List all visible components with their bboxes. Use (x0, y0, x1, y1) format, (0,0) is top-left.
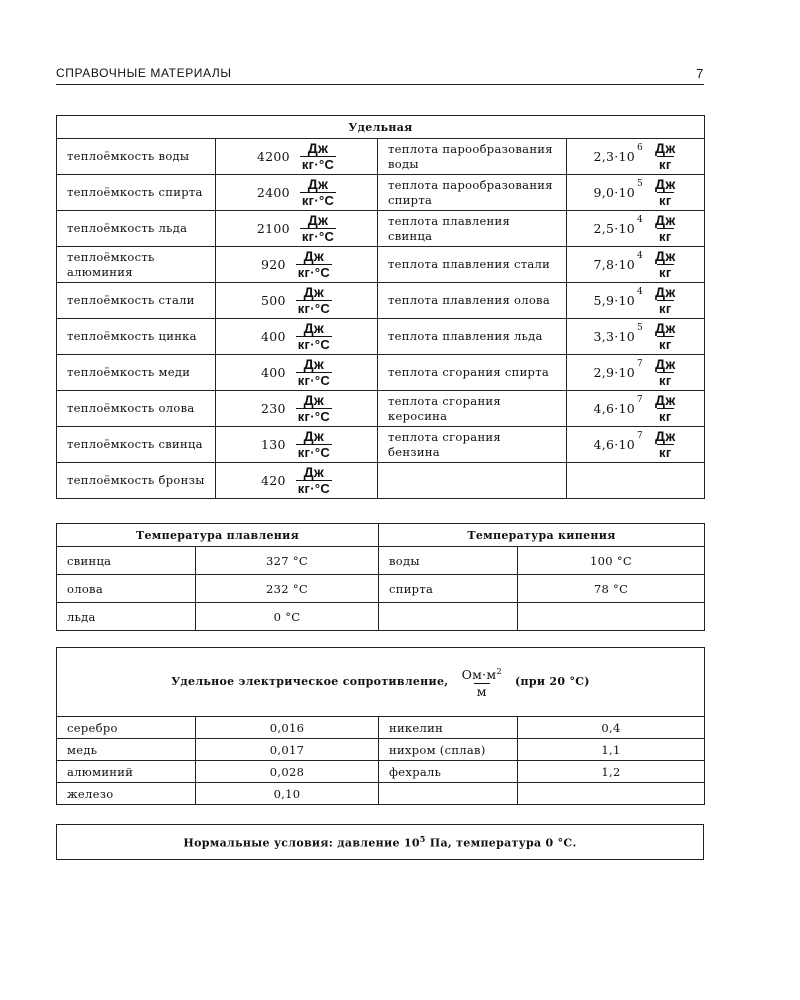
melting-substance: льда (57, 603, 196, 631)
left-label: теплоёмкость меди (57, 355, 216, 391)
resistivity-value: 0,4 (518, 717, 705, 739)
normal-conditions-tail: Па, температура 0 °С. (425, 836, 577, 850)
unit-top: Дж (307, 176, 329, 192)
heat-capacity-number: 230 (260, 401, 286, 416)
latent-heat-mantissa: 4,6·10 (593, 401, 636, 417)
right-value-cell (567, 463, 705, 499)
melting-title: Температура плавления (57, 524, 379, 547)
material-name: никелин (379, 717, 518, 739)
left-value (261, 249, 332, 280)
melting-value: 0 °С (196, 603, 379, 631)
left-value-cell (216, 355, 378, 391)
unit-top: Дж (307, 212, 329, 228)
temperature-row (57, 603, 705, 631)
unit-bottom: кг·°С (301, 229, 335, 244)
latent-heat-exponent: 7 (637, 394, 644, 405)
unit-fraction (296, 465, 332, 496)
heat-capacity-number: 500 (260, 293, 286, 308)
unit-fraction (296, 393, 332, 424)
specific-row (57, 139, 705, 175)
resistivity-row (57, 783, 705, 805)
specific-row (57, 391, 705, 427)
left-value-cell (216, 211, 378, 247)
left-value-cell (216, 139, 378, 175)
unit-fraction (653, 213, 678, 244)
unit-top: Дж (303, 320, 325, 336)
specific-row (57, 355, 705, 391)
latent-heat-exponent: 7 (637, 358, 644, 369)
unit-top: Дж (303, 248, 325, 264)
right-label: теплота сгорания спирта (378, 355, 567, 391)
latent-heat-mantissa: 7,8·10 (593, 257, 636, 273)
latent-heat-exponent: 4 (637, 286, 644, 297)
resistivity-value: 0,028 (196, 761, 379, 783)
material-name: фехраль (379, 761, 518, 783)
specific-row (57, 211, 705, 247)
latent-heat-number (593, 250, 644, 273)
unit-top: Дж (655, 428, 676, 444)
left-value (257, 213, 336, 244)
material-name: серебро (57, 717, 196, 739)
latent-heat-mantissa: 4,6·10 (593, 437, 636, 453)
right-label: теплота плавления стали (378, 247, 567, 283)
latent-heat-exponent: 4 (637, 250, 644, 261)
right-value (593, 357, 677, 388)
latent-heat-mantissa: 2,5·10 (593, 221, 636, 237)
heat-capacity-number: 2400 (256, 185, 290, 200)
right-value (593, 285, 677, 316)
left-value (261, 321, 332, 352)
unit-fraction (300, 141, 336, 172)
unit-bottom: кг·°С (297, 301, 331, 316)
unit-bottom: кг·°С (297, 409, 331, 424)
unit-bottom: кг (659, 373, 672, 388)
resistivity-value: 1,1 (518, 739, 705, 761)
right-value-cell (567, 247, 705, 283)
latent-heat-exponent: 5 (637, 322, 644, 333)
unit-fraction (653, 321, 678, 352)
unit-fraction (300, 177, 336, 208)
resistivity-condition: (при 20 °С) (514, 675, 590, 688)
normal-conditions-table (56, 824, 704, 860)
right-label: теплота сгорания бензина (378, 427, 567, 463)
resistivity-row (57, 739, 705, 761)
left-label: теплоёмкость воды (57, 139, 216, 175)
latent-heat-exponent: 5 (637, 178, 644, 189)
right-label: теплота плавления свинца (378, 211, 567, 247)
left-value-cell (216, 391, 378, 427)
unit-bottom: кг (659, 337, 672, 352)
left-value-cell (216, 283, 378, 319)
melting-value: 232 °С (196, 575, 379, 603)
page-header (56, 64, 704, 85)
boiling-substance (379, 603, 518, 631)
unit-fraction (653, 357, 678, 388)
unit-fraction (653, 285, 678, 316)
unit-top: Дж (307, 140, 329, 156)
unit-top: Дж (655, 248, 676, 264)
right-value-cell (567, 391, 705, 427)
specific-table-title: Удельная (57, 116, 705, 139)
left-value-cell (216, 175, 378, 211)
resistivity-title-text: Удельное электрическое сопротивление, (171, 675, 449, 688)
normal-conditions (57, 825, 704, 860)
specific-row (57, 247, 705, 283)
heat-capacity-number: 420 (260, 473, 286, 488)
boiling-substance: воды (379, 547, 518, 575)
specific-row (57, 319, 705, 355)
unit-bottom: кг (659, 229, 672, 244)
unit-fraction (653, 141, 678, 172)
unit-fraction (653, 177, 678, 208)
resistivity-unit-bottom: м (474, 683, 490, 700)
material-name: медь (57, 739, 196, 761)
left-value-cell (216, 247, 378, 283)
left-value (261, 393, 332, 424)
right-value-cell (567, 211, 705, 247)
temperature-table (56, 523, 705, 631)
latent-heat-mantissa: 5,9·10 (593, 293, 636, 309)
material-name: нихром (сплав) (379, 739, 518, 761)
material-name: железо (57, 783, 196, 805)
boiling-value: 100 °С (518, 547, 705, 575)
resistivity-value: 0,017 (196, 739, 379, 761)
heat-capacity-number: 130 (260, 437, 286, 452)
unit-top: Дж (655, 176, 676, 192)
right-label (378, 463, 567, 499)
material-name: алюминий (57, 761, 196, 783)
resistivity-table (56, 647, 705, 805)
resistivity-row (57, 717, 705, 739)
resistivity-unit (459, 664, 505, 700)
resistivity-value: 0,016 (196, 717, 379, 739)
heat-capacity-number: 920 (260, 257, 286, 272)
right-value-cell (567, 355, 705, 391)
unit-top: Дж (303, 464, 325, 480)
left-value (261, 285, 332, 316)
left-value (257, 177, 336, 208)
right-label: теплота парообразования спирта (378, 175, 567, 211)
left-value (261, 357, 332, 388)
temperature-row (57, 547, 705, 575)
unit-fraction (653, 429, 678, 460)
right-value (593, 177, 677, 208)
specific-row (57, 463, 705, 499)
right-value-cell (567, 283, 705, 319)
right-value (593, 321, 677, 352)
left-label: теплоёмкость цинка (57, 319, 216, 355)
material-name (379, 783, 518, 805)
latent-heat-number (593, 178, 644, 201)
left-label: теплоёмкость бронзы (57, 463, 216, 499)
unit-bottom: кг·°С (297, 445, 331, 460)
unit-top: Дж (655, 140, 676, 156)
latent-heat-mantissa: 3,3·10 (593, 329, 636, 345)
normal-conditions-exp: 5 (419, 834, 426, 845)
boiling-substance: спирта (379, 575, 518, 603)
resistivity-title (57, 648, 705, 717)
right-value (593, 249, 677, 280)
specific-values-table (56, 115, 705, 499)
resistivity-unit-top: Ом·м (461, 667, 497, 683)
unit-bottom: кг (659, 265, 672, 280)
right-label: теплота плавления льда (378, 319, 567, 355)
latent-heat-exponent: 7 (637, 430, 644, 441)
resistivity-value: 0,10 (196, 783, 379, 805)
unit-bottom: кг·°С (297, 265, 331, 280)
normal-conditions-text: Нормальные условия: давление 10 (183, 836, 420, 850)
melting-substance: свинца (57, 547, 196, 575)
unit-top: Дж (655, 356, 676, 372)
right-value (593, 429, 677, 460)
left-value-cell (216, 427, 378, 463)
latent-heat-number (593, 430, 644, 453)
latent-heat-mantissa: 2,3·10 (593, 149, 636, 165)
right-label: теплота парообразования воды (378, 139, 567, 175)
specific-row (57, 427, 705, 463)
unit-fraction (296, 285, 332, 316)
latent-heat-number (593, 358, 644, 381)
melting-substance: олова (57, 575, 196, 603)
unit-bottom: кг (659, 157, 672, 172)
latent-heat-exponent: 6 (637, 142, 644, 153)
resistivity-value: 1,2 (518, 761, 705, 783)
unit-bottom: кг·°С (297, 337, 331, 352)
boiling-value (518, 603, 705, 631)
unit-top: Дж (655, 212, 676, 228)
temperature-row (57, 575, 705, 603)
resistivity-row (57, 761, 705, 783)
latent-heat-mantissa: 9,0·10 (593, 185, 636, 201)
left-label: теплоёмкость стали (57, 283, 216, 319)
resistivity-unit-exp: 2 (496, 666, 502, 676)
unit-bottom: кг (659, 193, 672, 208)
unit-fraction (296, 429, 332, 460)
left-value (261, 429, 332, 460)
left-value (257, 141, 336, 172)
latent-heat-number (593, 394, 644, 417)
unit-bottom: кг·°С (301, 193, 335, 208)
latent-heat-number (593, 286, 644, 309)
unit-top: Дж (303, 284, 325, 300)
melting-value: 327 °С (196, 547, 379, 575)
left-value-cell (216, 463, 378, 499)
unit-top: Дж (303, 356, 325, 372)
unit-top: Дж (655, 320, 676, 336)
heat-capacity-number: 2100 (256, 221, 290, 236)
unit-bottom: кг (659, 301, 672, 316)
left-label: теплоёмкость олова (57, 391, 216, 427)
unit-top: Дж (655, 392, 676, 408)
heat-capacity-number: 4200 (256, 149, 290, 164)
latent-heat-exponent: 4 (637, 214, 644, 225)
right-value-cell (567, 427, 705, 463)
unit-fraction (300, 213, 336, 244)
right-value (593, 141, 677, 172)
specific-row (57, 283, 705, 319)
unit-bottom: кг·°С (297, 481, 331, 496)
latent-heat-number (593, 214, 644, 237)
unit-bottom: кг·°С (301, 157, 335, 172)
boiling-value: 78 °С (518, 575, 705, 603)
right-label: теплота сгорания керосина (378, 391, 567, 427)
unit-top: Дж (303, 428, 325, 444)
unit-fraction (296, 357, 332, 388)
left-label: теплоёмкость свинца (57, 427, 216, 463)
unit-bottom: кг·°С (297, 373, 331, 388)
unit-fraction (653, 393, 678, 424)
right-value-cell (567, 139, 705, 175)
unit-fraction (653, 249, 678, 280)
page-number: 7 (696, 66, 704, 81)
left-label: теплоёмкость спирта (57, 175, 216, 211)
unit-top: Дж (303, 392, 325, 408)
left-label: теплоёмкость льда (57, 211, 216, 247)
section-title: СПРАВОЧНЫЕ МАТЕРИАЛЫ (56, 66, 232, 80)
right-value (593, 213, 677, 244)
left-label: теплоёмкость алюминия (57, 247, 216, 283)
unit-top: Дж (655, 284, 676, 300)
unit-fraction (296, 321, 332, 352)
heat-capacity-number: 400 (260, 365, 286, 380)
latent-heat-mantissa: 2,9·10 (593, 365, 636, 381)
specific-row (57, 175, 705, 211)
resistivity-value (518, 783, 705, 805)
unit-bottom: кг (659, 445, 672, 460)
left-value-cell (216, 319, 378, 355)
heat-capacity-number: 400 (260, 329, 286, 344)
latent-heat-number (593, 322, 644, 345)
left-value (261, 465, 332, 496)
right-label: теплота плавления олова (378, 283, 567, 319)
right-value-cell (567, 319, 705, 355)
right-value (593, 393, 677, 424)
latent-heat-number (593, 142, 644, 165)
boiling-title: Температура кипения (379, 524, 705, 547)
unit-bottom: кг (659, 409, 672, 424)
unit-fraction (296, 249, 332, 280)
right-value-cell (567, 175, 705, 211)
